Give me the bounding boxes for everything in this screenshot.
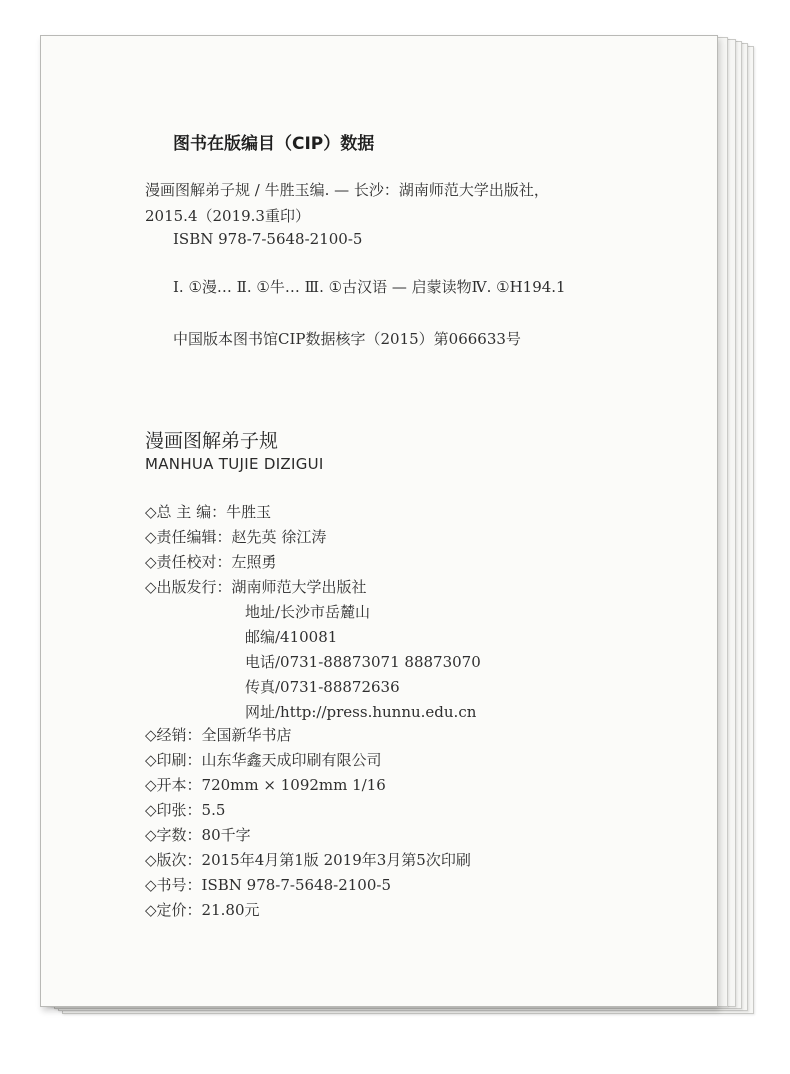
info-chief-editor bbox=[145, 501, 271, 522]
info-label: ◇印刷： bbox=[145, 751, 202, 769]
info-value: 720mm × 1092mm 1/16 bbox=[201, 776, 386, 794]
cip-isbn: ISBN 978-7-5648-2100-5 bbox=[173, 230, 363, 248]
info-word-count bbox=[145, 824, 251, 845]
info-value: 21.80元 bbox=[201, 901, 260, 919]
info-distributor bbox=[145, 724, 292, 745]
cip-date-line: 2015.4（2019.3重印） bbox=[145, 207, 310, 225]
info-book-number bbox=[145, 874, 391, 895]
info-sheets bbox=[145, 799, 225, 820]
info-label: ◇开本： bbox=[145, 776, 202, 794]
info-value: 赵先英 徐江涛 bbox=[231, 528, 327, 546]
info-value: 山东华鑫天成印刷有限公司 bbox=[201, 751, 382, 769]
info-postcode: 邮编/410081 bbox=[245, 628, 338, 646]
cip-classification: Ⅰ. ①漫… Ⅱ. ①牛… Ⅲ. ①古汉语 — 启蒙读物Ⅳ. ①H194.1 bbox=[173, 278, 566, 296]
info-label: ◇书号： bbox=[145, 876, 202, 894]
cip-title-line: 漫画图解弟子规 / 牛胜玉编. — 长沙：湖南师范大学出版社， bbox=[145, 181, 549, 199]
info-format bbox=[145, 774, 386, 795]
info-label: ◇经销： bbox=[145, 726, 202, 744]
info-price bbox=[145, 899, 260, 920]
info-printer bbox=[145, 749, 382, 770]
info-edition bbox=[145, 849, 471, 870]
book-title: 漫画图解弟子规 bbox=[145, 430, 279, 452]
book-pinyin: MANHUA TUJIE DIZIGUI bbox=[145, 455, 324, 473]
info-phone: 电话/0731-88873071 88873070 bbox=[245, 653, 481, 671]
info-address: 地址/长沙市岳麓山 bbox=[245, 603, 371, 621]
info-value: 5.5 bbox=[201, 801, 226, 819]
info-value: 左照勇 bbox=[231, 553, 277, 571]
info-value: 2015年4月第1版 2019年3月第5次印刷 bbox=[201, 851, 471, 869]
info-value: 湖南师范大学出版社 bbox=[231, 578, 367, 596]
info-fax: 传真/0731-88872636 bbox=[245, 678, 400, 696]
info-website: 网址/http://press.hunnu.edu.cn bbox=[245, 703, 477, 721]
copyright-page bbox=[40, 35, 718, 1007]
info-label: ◇责任编辑： bbox=[145, 528, 232, 546]
info-label: ◇印张： bbox=[145, 801, 202, 819]
info-value: 80千字 bbox=[201, 826, 251, 844]
info-label: ◇版次： bbox=[145, 851, 202, 869]
info-value: 全国新华书店 bbox=[201, 726, 292, 744]
cip-heading: 图书在版编目（CIP）数据 bbox=[173, 134, 375, 154]
info-label: ◇总 主 编： bbox=[145, 503, 227, 521]
info-label: ◇定价： bbox=[145, 901, 202, 919]
info-label: ◇出版发行： bbox=[145, 578, 232, 596]
info-value: 牛胜玉 bbox=[226, 503, 272, 521]
cip-number: 中国版本图书馆CIP数据核字（2015）第066633号 bbox=[173, 330, 521, 348]
info-label: ◇责任校对： bbox=[145, 553, 232, 571]
info-publisher bbox=[145, 576, 367, 597]
info-responsible-editor bbox=[145, 526, 326, 547]
info-value: ISBN 978-7-5648-2100-5 bbox=[201, 876, 392, 894]
info-proofreader bbox=[145, 551, 277, 572]
info-label: ◇字数： bbox=[145, 826, 202, 844]
